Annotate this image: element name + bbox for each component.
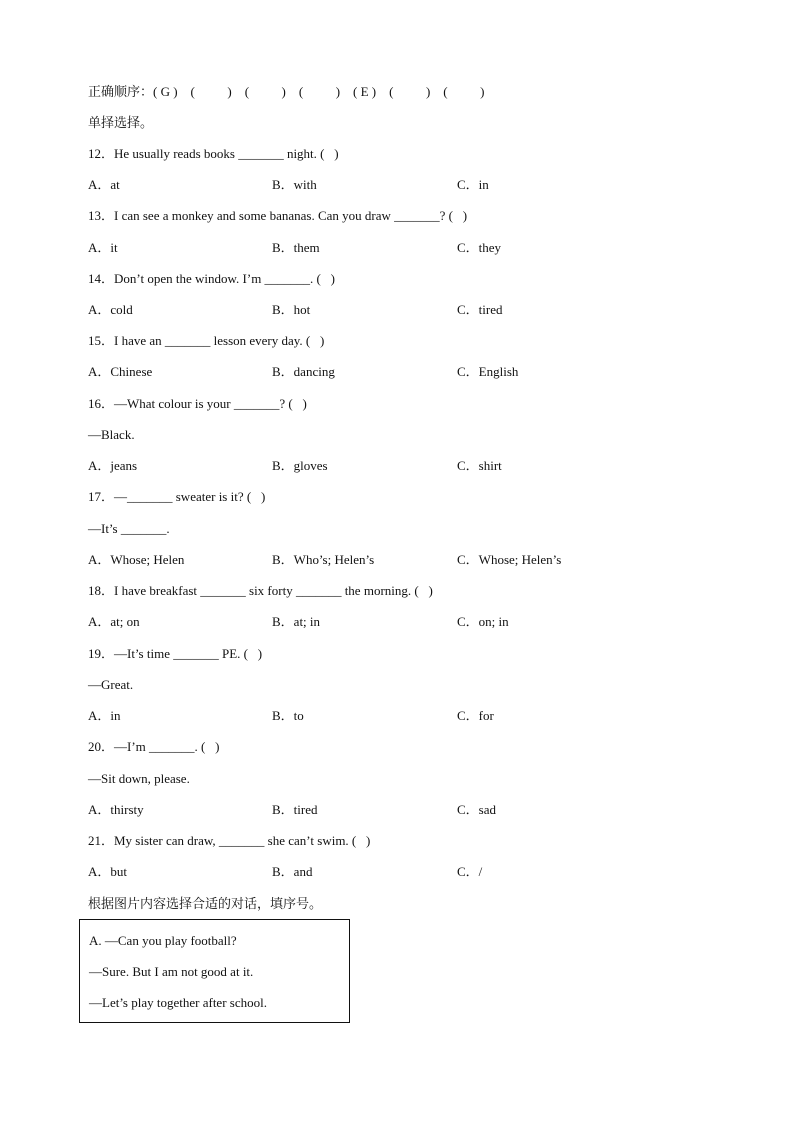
question-19-option-a: A．in	[88, 708, 121, 723]
question-13-stem: 13．I can see a monkey and some bananas. Can you draw _______? ( )	[88, 208, 468, 223]
question-20-option-b: B．tired	[272, 802, 318, 817]
question-19-stem: 19．—It’s time _______ PE. ( )	[88, 646, 263, 661]
question-17-option-c: C．Whose; Helen’s	[457, 552, 562, 567]
question-17-option-a: A．Whose; Helen	[88, 552, 185, 567]
question-14-stem: 14．Don’t open the window. I’m _______. ( )	[88, 271, 335, 286]
question-21-option-c: C．/	[457, 864, 483, 879]
question-18-option-a: A．at; on	[88, 614, 140, 629]
question-16-stem: 16．—What colour is your _______? ( )	[88, 396, 307, 411]
section-heading-single-choice: 单择选择。	[88, 115, 154, 130]
question-12-option-b: B．with	[272, 177, 317, 192]
question-16-option-a: A．jeans	[88, 458, 138, 473]
dialogue-line: —Sure. But I am not good at it.	[89, 964, 254, 979]
question-21-stem: 21．My sister can draw, _______ she can’t swim. ( )	[88, 833, 371, 848]
question-12-option-a: A．at	[88, 177, 120, 192]
question-12-stem: 12．He usually reads books _______ night. ( )	[88, 146, 339, 161]
question-16-option-c: C．shirt	[457, 458, 502, 473]
dialogue-line: A. —Can you play football?	[89, 933, 237, 948]
question-18-stem: 18．I have breakfast _______ six forty _______ the morning. ( )	[88, 583, 433, 598]
question-13-option-b: B．them	[272, 240, 320, 255]
section-heading-dialogue: 根据图片内容选择合适的对话，填序号。	[88, 896, 323, 911]
question-13-option-a: A．it	[88, 240, 118, 255]
question-20-stem: 20．—I’m _______. ( )	[88, 739, 220, 754]
dialogue-box	[79, 919, 350, 1023]
question-13-option-c: C．they	[457, 240, 502, 255]
question-15-option-c: C．English	[457, 364, 519, 379]
question-18-option-b: B．at; in	[272, 614, 321, 629]
question-18-option-c: C．on; in	[457, 614, 509, 629]
question-19-option-c: C．for	[457, 708, 494, 723]
question-16-option-b: B．gloves	[272, 458, 328, 473]
question-21-option-b: B．and	[272, 864, 313, 879]
question-20-option-c: C．sad	[457, 802, 497, 817]
question-20-reply: —Sit down, please.	[88, 771, 190, 786]
question-12-option-c: C．in	[457, 177, 489, 192]
question-21-option-a: A．but	[88, 864, 128, 879]
question-15-option-b: B．dancing	[272, 364, 335, 379]
question-15-option-a: A．Chinese	[88, 364, 153, 379]
question-20-option-a: A．thirsty	[88, 802, 144, 817]
question-17-option-b: B．Who’s; Helen’s	[272, 552, 375, 567]
dialogue-line: —Let’s play together after school.	[89, 995, 267, 1010]
order-line: 正确顺序：( G ) ( ) ( ) ( ) ( E ) ( ) ( )	[88, 84, 485, 99]
question-16-reply: —Black.	[88, 427, 135, 442]
question-19-reply: —Great.	[88, 677, 134, 692]
question-15-stem: 15．I have an _______ lesson every day. ( )	[88, 333, 325, 348]
question-17-reply: —It’s _______.	[88, 521, 170, 536]
question-17-stem: 17．—_______ sweater is it? ( )	[88, 489, 266, 504]
question-14-option-b: B．hot	[272, 302, 311, 317]
question-14-option-a: A．cold	[88, 302, 133, 317]
question-14-option-c: C．tired	[457, 302, 503, 317]
question-19-option-b: B．to	[272, 708, 304, 723]
